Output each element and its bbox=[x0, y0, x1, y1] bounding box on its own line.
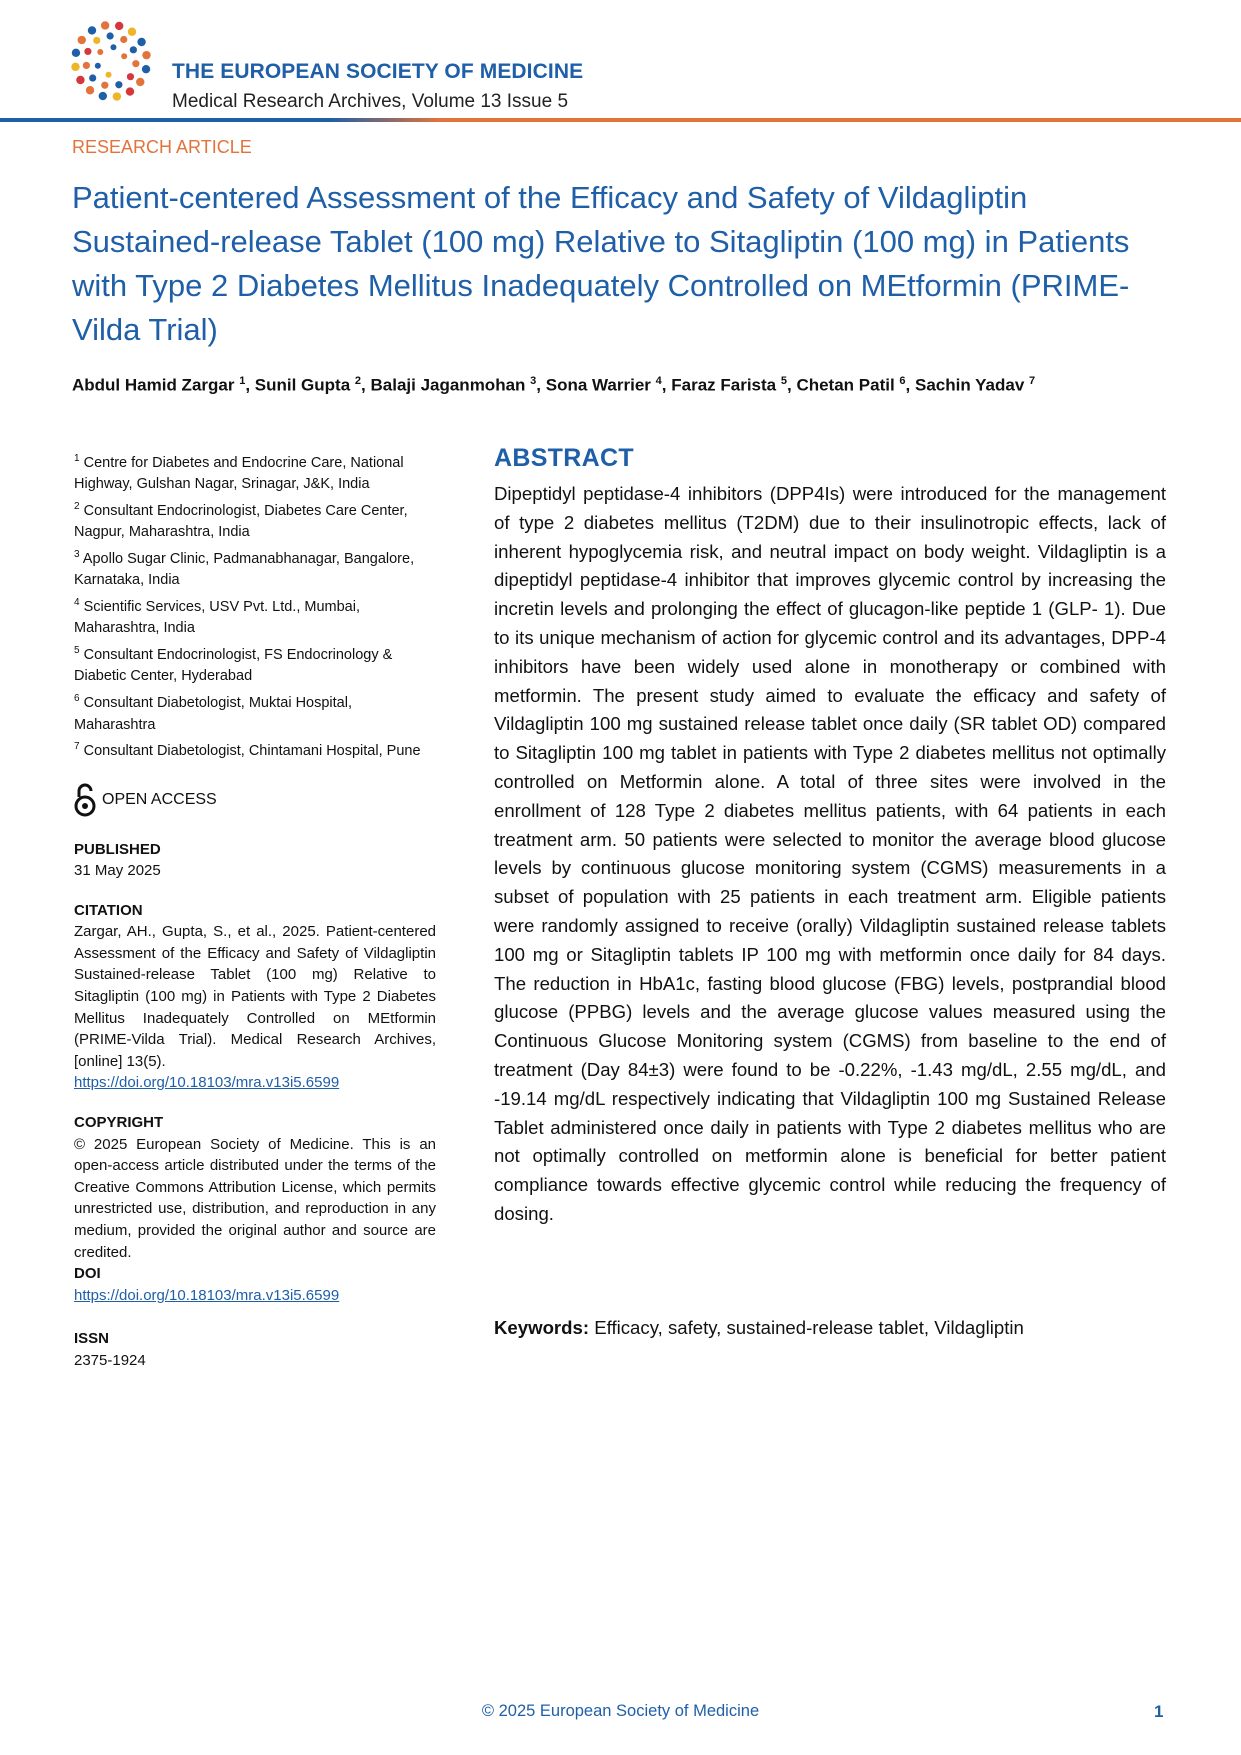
author: Abdul Hamid Zargar bbox=[72, 375, 235, 395]
doi-link[interactable]: https://doi.org/10.18103/mra.v13i5.6599 bbox=[74, 1286, 340, 1304]
author-list: Abdul Hamid Zargar $^1$, Sunil Gupta $^2$, Balaji Jaganmohan $^3$, Sona Warrier $^4$, Faraz Farista $^5$, Chetan Patil $^6$, Sachin Yadav $^7$ bbox=[72, 375, 1036, 395]
affiliation-text: Scientific Services, USV Pvt. Ltd., Mumbai, Maharashtra, India bbox=[74, 598, 360, 637]
logo-dot bbox=[95, 63, 101, 69]
journal-issue: Medical Research Archives, Volume 13 Issue 5 bbox=[172, 91, 569, 112]
logo-dot bbox=[101, 82, 108, 89]
open-lock-icon bbox=[74, 783, 96, 817]
affiliation-mark: 5 bbox=[74, 645, 80, 657]
author: Balaji Jaganmohan bbox=[370, 375, 526, 395]
copyright-text: © 2025 European Society of Medicine. This is an open-access article distributed under the terms of the Creative Commons Attribution License, which permits unrestricted use, distribution, and reproduction in any medium, provided the original author and source are credited. bbox=[74, 1135, 436, 1261]
logo-dot bbox=[130, 46, 137, 53]
author-affiliation-mark: 4 bbox=[655, 375, 662, 387]
logo-dot bbox=[121, 53, 127, 59]
logo-dot bbox=[127, 73, 134, 80]
affiliation-item bbox=[74, 496, 436, 544]
logo-dot bbox=[88, 26, 96, 34]
article-title: Patient-centered Assessment of the Efficacy and Safety of Vildagliptin Sustained-release Tablet (100 mg) Relative to Sitagliptin (100 mg) in Patients with Type 2 Diabetes Mellitus Inadequately Controlled on MEtformin (PRIME-Vilda Trial) bbox=[72, 180, 1130, 347]
logo-dot bbox=[120, 36, 127, 43]
issn-value: 2375-1924 bbox=[74, 1351, 146, 1369]
affiliation-item bbox=[74, 736, 436, 762]
author-affiliation-mark: 6 bbox=[899, 375, 906, 387]
abstract-body: Dipeptidyl peptidase-4 inhibitors (DPP4Is) were introduced for the management of type 2 diabetes mellitus (T2DM) due to their insulinotropic effects, lack of inherent hypoglycemia risk, and neutral impact on body weight. Vildagliptin is a dipeptidyl peptidase-4 inhibitor that improves glycemic control by increasing the incretin levels and prolonging the effect of glucagon-like peptide 1 (GLP- 1). Due to its unique mechanism of action for glycemic control and its advantages, DPP-4 inhibitors have been widely used alone in monotherapy or combined with metformin. The present study aimed to evaluate the efficacy and safety of Vildagliptin 100 mg sustained release tablet once daily (SR tablet OD) compared to Sitagliptin 100 mg tablet in patients with Type 2 diabetes mellitus not optimally controlled on Metformin alone. A total of three sites were involved in the enrollment of 128 Type 2 diabetes mellitus patients, with 64 patients in each treatment arm. 50 patients were selected to monitor the average blood glucose levels by continuous glucose monitoring system (CGMS) measurements in a subset of population with 25 patients in each treatment arm. Eligible patients were randomly assigned to receive (orally) Vildagliptin sustained release tablets 100 mg or Sitagliptin tablets IP 100 mg with metformin once daily for 84 days. The reduction in HbA1c, fasting blood glucose (FBG) levels, postprandial blood glucose (PPBG) levels and the average glucose values measured using the Continuous Glucose Monitoring system (CGMS) from baseline to the end of treatment (Day 84±3) were found to be -0.22%, -1.43 mg/dL, 2.55 mg/dL, and -19.14 mg/dL respectively indicating that Vildagliptin 100 mg Sustained Release Tablet administered once daily in patients with Type 2 diabetes mellitus who are not optimally controlled on metformin alone is beneficial for better patient compliance towards effective glycemic control while reducing the frequency of dosing. bbox=[494, 483, 1166, 1224]
author-affiliation-mark: 5 bbox=[780, 375, 787, 387]
logo-dot bbox=[97, 49, 103, 55]
affiliation-item bbox=[74, 544, 436, 592]
issn-label: ISSN bbox=[74, 1330, 110, 1348]
keywords-label: Keywords: bbox=[494, 1317, 590, 1338]
open-access-badge bbox=[74, 783, 436, 817]
logo-dot bbox=[107, 32, 114, 39]
abstract-heading: ABSTRACT bbox=[494, 444, 634, 472]
affiliation-text: Consultant Endocrinologist, Diabetes Care Center, Nagpur, Maharashtra, India bbox=[74, 502, 408, 541]
logo-dot bbox=[83, 62, 90, 69]
page-number: 1 bbox=[1154, 1702, 1164, 1721]
affiliation-text: Consultant Endocrinologist, FS Endocrinology & Diabetic Center, Hyderabad bbox=[74, 646, 393, 685]
author-affiliation-mark: 2 bbox=[354, 375, 362, 387]
affiliation-text: Consultant Diabetologist, Muktai Hospital, Maharashtra bbox=[74, 694, 352, 733]
affiliation-text: Centre for Diabetes and Endocrine Care, National Highway, Gulshan Nagar, Srinagar, J&K, India bbox=[74, 454, 404, 493]
affiliation-mark: 2 bbox=[74, 501, 80, 513]
affiliation-list bbox=[74, 448, 436, 763]
logo-dot bbox=[76, 76, 84, 84]
society-name: THE EUROPEAN SOCIETY OF MEDICINE bbox=[172, 60, 584, 83]
logo-dot bbox=[137, 38, 145, 46]
author: Faraz Farista bbox=[671, 375, 777, 395]
published-label: PUBLISHED bbox=[74, 840, 161, 858]
author-affiliation-mark: 3 bbox=[530, 375, 537, 387]
logo-dot bbox=[142, 65, 150, 73]
logo-dot bbox=[128, 28, 136, 36]
logo-dot bbox=[78, 36, 86, 44]
affiliation-item bbox=[74, 688, 436, 736]
author: Sunil Gupta bbox=[254, 375, 351, 395]
doi-label: DOI bbox=[74, 1265, 101, 1283]
logo-dot bbox=[115, 81, 122, 88]
citation-label: CITATION bbox=[74, 901, 143, 919]
logo-dot bbox=[99, 92, 107, 100]
published-date: 31 May 2025 bbox=[74, 862, 161, 880]
author: Chetan Patil bbox=[796, 375, 895, 395]
keywords-list: Efficacy, safety, sustained-release tablet, Vildagliptin bbox=[594, 1317, 1024, 1338]
logo-dot bbox=[93, 37, 100, 44]
copyright-label: COPYRIGHT bbox=[74, 1114, 164, 1132]
affiliation-text: Apollo Sugar Clinic, Padmanabhanagar, Bangalore, Karnataka, India bbox=[74, 550, 415, 589]
sidebar-metadata bbox=[74, 448, 436, 1372]
logo-dot bbox=[101, 21, 109, 29]
footer-copyright: © 2025 European Society of Medicine bbox=[481, 1702, 760, 1720]
logo-dot bbox=[89, 74, 96, 81]
affiliation-item bbox=[74, 448, 436, 496]
logo-dot bbox=[84, 48, 91, 55]
article-type: RESEARCH ARTICLE bbox=[72, 137, 252, 157]
logo-dot bbox=[136, 78, 144, 86]
citation-text: Zargar, AH., Gupta, S., et al., 2025. Patient-centered Assessment of the Efficacy and Safety of Vildagliptin Sustained-release Tablet (100 mg) Relative to Sitagliptin (100 mg) in Patients with Type 2 Diabetes Mellitus Inadequately Controlled on MEtformin (PRIME-Vilda Trial). Medical Research Archives, [online] 13(5). bbox=[74, 923, 436, 1070]
citation-doi-link[interactable]: https://doi.org/10.18103/mra.v13i5.6599 bbox=[74, 1074, 340, 1092]
affiliation-mark: 6 bbox=[74, 693, 80, 705]
open-access-label: OPEN ACCESS bbox=[102, 790, 217, 808]
header-rule-orange bbox=[330, 118, 1241, 122]
author: Sachin Yadav bbox=[915, 375, 1025, 395]
affiliation-mark: 3 bbox=[74, 549, 80, 561]
logo-dot bbox=[110, 44, 116, 50]
logo-dot bbox=[71, 63, 79, 71]
keywords bbox=[494, 1314, 1166, 1343]
affiliation-mark: 4 bbox=[74, 597, 80, 609]
author: Sona Warrier bbox=[545, 375, 651, 395]
logo-dot bbox=[115, 22, 123, 30]
esm-logo-icon bbox=[68, 18, 154, 104]
affiliation-text: Consultant Diabetologist, Chintamani Hospital, Pune bbox=[83, 742, 421, 759]
logo-dot bbox=[113, 92, 121, 100]
affiliation-mark: 1 bbox=[74, 453, 80, 464]
affiliation-mark: 7 bbox=[74, 741, 80, 753]
affiliation-item bbox=[74, 640, 436, 688]
logo-dot bbox=[86, 86, 94, 94]
logo-dot bbox=[142, 51, 150, 59]
logo-dot bbox=[106, 72, 112, 78]
author-affiliation-mark: 1 bbox=[239, 375, 246, 387]
affiliation-item bbox=[74, 592, 436, 640]
logo-dot bbox=[126, 87, 134, 95]
logo-dot bbox=[132, 60, 139, 67]
logo-dot bbox=[72, 49, 80, 57]
author-affiliation-mark: 7 bbox=[1029, 375, 1036, 387]
